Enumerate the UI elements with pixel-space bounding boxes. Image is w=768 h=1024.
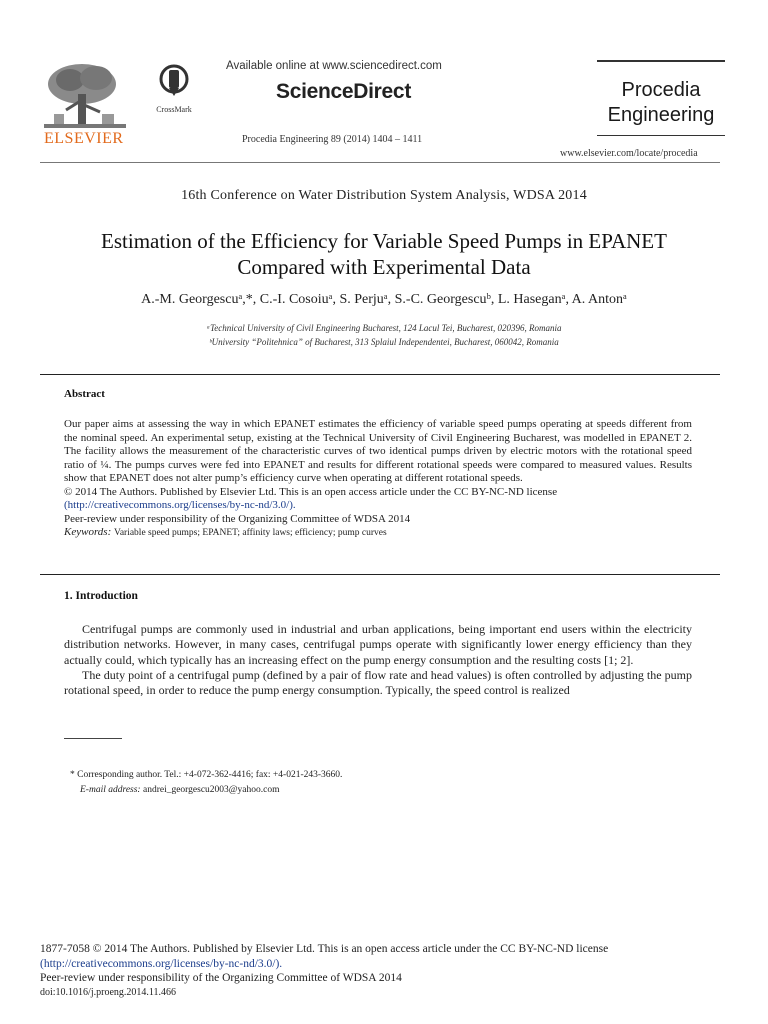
elsevier-wordmark: ELSEVIER	[44, 130, 124, 147]
abstract-top-rule	[40, 374, 720, 375]
keywords-label: Keywords:	[64, 526, 112, 538]
conference-name: 16th Conference on Water Distribution System Analysis, WDSA 2014	[181, 188, 587, 203]
abstract-body	[64, 418, 692, 541]
footer-doi[interactable]: doi:10.1016/j.proeng.2014.11.466	[40, 986, 177, 998]
keywords-text: Variable speed pumps; EPANET; affinity laws; efficiency; pump curves	[114, 528, 387, 538]
crossmark-badge[interactable]	[152, 64, 196, 114]
affiliation-a: ᵃTechnical University of Civil Engineering Bucharest, 124 Lacul Tei, Bucharest, 020396, Romania	[206, 323, 562, 333]
procedia-title-line1: Procedia	[621, 79, 701, 101]
footnote-rule	[64, 738, 122, 739]
license-link[interactable]: (http://creativecommons.org/licenses/by-nc-nd/3.0/).	[64, 499, 296, 511]
section-heading-introduction: 1. Introduction	[64, 590, 138, 602]
abstract-text: Our paper aims at assessing the way in which EPANET estimates the efficiency of variable speed pumps operating at speeds different from the nominal speed. An experimental setup, existing at the Technical University of Civil Engineering Bucharest, was modelled in EPANET 2. The facility allows the measurement of the characteristic curves of two identical pumps driven by electric motors with the rotational speed ratio of ¼. The pumps curves were fed into EPANET and results for different rotational speeds were compared to measured values. Results show that EPANET does not alter pump’s efficiency curve when operating at different rotational speeds.	[64, 418, 692, 484]
journal-reference: Procedia Engineering 89 (2014) 1404 – 1411	[242, 134, 423, 145]
crossmark-label: CrossMark	[156, 105, 192, 114]
footer-license-link[interactable]: (http://creativecommons.org/licenses/by-nc-nd/3.0/).	[40, 957, 283, 970]
journal-url-link[interactable]: www.elsevier.com/locate/procedia	[560, 148, 698, 159]
abstract-bottom-rule	[40, 574, 720, 575]
procedia-engineering-masthead	[597, 60, 725, 136]
introduction-body	[64, 622, 692, 698]
intro-paragraph-1: Centrifugal pumps are commonly used in industrial and urban applications, being important end users within the electricity distribution networks. However, in many cases, centrifugal pumps operate with significantly lower energy efficiency than they actually could, which typically has an increasing effect on the pump energy consumption and the resulting costs [1; 2].	[64, 622, 692, 667]
peer-review-notice: Peer-review under responsibility of the Organizing Committee of WDSA 2014	[64, 512, 411, 525]
footer-peer-review: Peer-review under responsibility of the Organizing Committee of WDSA 2014	[40, 972, 402, 984]
author-list: A.-M. Georgescuᵃ,*, C.-I. Cosoiuᵃ, S. Perjuᵃ, S.-C. Georgescuᵇ, L. Haseganᵃ, A. Antonᵃ	[141, 292, 627, 307]
header-divider	[40, 162, 720, 163]
paper-title-line2: Compared with Experimental Data	[237, 255, 531, 279]
affiliation-b: ᵇUniversity “Politehnica” of Bucharest, 313 Splaiul Independentei, Bucharest, 060042, Romania	[209, 337, 559, 347]
footnote-email	[80, 785, 280, 795]
page-footer	[40, 942, 740, 1000]
crossmark-icon	[159, 64, 189, 98]
footer-issn-copyright: 1877-7058 © 2014 The Authors. Published by Elsevier Ltd. This is an open access article under the CC BY-NC-ND license	[40, 943, 609, 955]
paper-title-line1: Estimation of the Efficiency for Variable Speed Pumps in EPANET	[101, 229, 667, 253]
copyright-notice: © 2014 The Authors. Published by Elsevier Ltd. This is an open access article under the CC BY-NC-ND license	[64, 485, 558, 498]
procedia-title-line2: Engineering	[607, 104, 715, 126]
paper-title	[40, 228, 728, 280]
available-online-text: Available online at www.sciencedirect.com	[226, 60, 442, 72]
email-address[interactable]: andrei_georgescu2003@yahoo.com	[142, 785, 280, 795]
intro-paragraph-2: The duty point of a centrifugal pump (defined by a pair of flow rate and head values) is often controlled by adjusting the pump rotational speed, in order to reduce the pump energy consumption. Typically, the speed control is realized	[64, 667, 692, 698]
abstract-heading: Abstract	[64, 388, 105, 400]
footnote-corresponding-author: * Corresponding author. Tel.: +4-072-362-4416; fax: +4-021-243-3660.	[70, 770, 343, 780]
sciencedirect-logo: ScienceDirect	[276, 80, 412, 103]
email-label: E-mail address:	[80, 785, 141, 795]
